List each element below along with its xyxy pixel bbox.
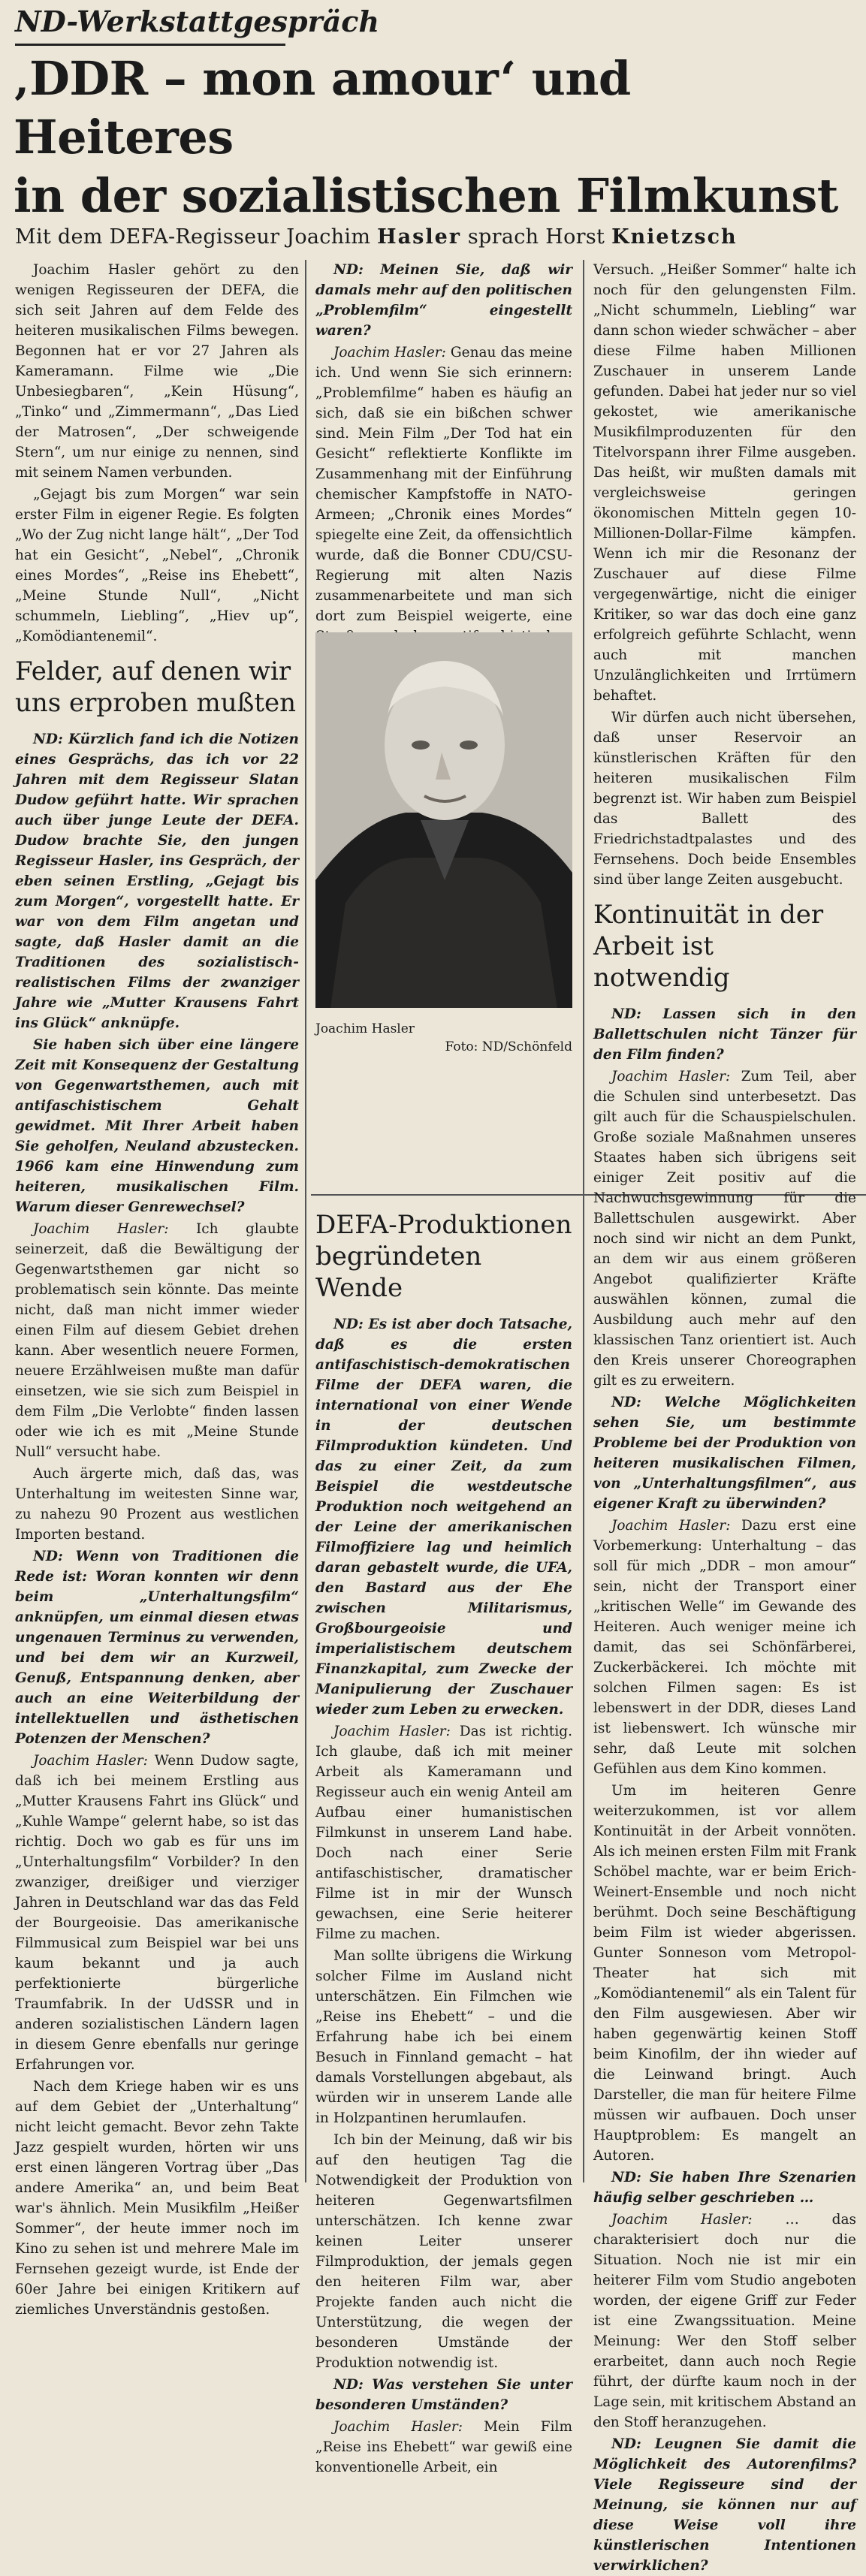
section-heading: Kontinuität in der Arbeit ist notwendig [593,900,824,993]
question: ND: Wenn von Traditionen die Rede ist: Woran konnten wir denn beim „Unterhaltungsfilm“ anknüpfen, um einmal diesen etwas ungenauen Terminus zu verwenden, und bei dem wir an Kurzweil, Genuß, Entspannung denken, aber auch an eine Weiterbildung der intellektuellen und ästhetischen Potenzen der Menschen? [15,1549,299,1747]
answer: Joachim Hasler: Zum Teil, aber die Schulen sind unterbesetzt. Das gilt auch für die Schauspielschulen. Große soziale Maßnahmen unseres Staates haben sich übrigens seit einiger Zeit positiv auf die Nachwuchsgewinnung für die Ballettschulen ausgewirkt. Aber noch sind wir nicht an dem Punkt, an dem wir aus einem größeren Angebot qualifizierter Kräfte auswählen können, zumal die Ausbildung auch mehr auf den klassischen Tanz orientiert ist. Auch den Kreis unserer Choreographen gilt es zu erweitern. [593,1069,856,1389]
question: ND: Meinen Sie, daß wir damals mehr auf den politischen „Problemfilm“ eingestellt waren? [315,262,572,339]
portrait-photo [315,632,572,1008]
column-2-bottom [315,1200,572,2475]
question: ND: Welche Möglichkeiten sehen Sie, um bestimmte Probleme bei der Produktion von heiteren musikalischen Filmen, von „Unterhaltungsfilmen“, aus eigener Kraft zu überwinden? [593,1395,856,1512]
column-2-top [315,260,572,625]
photo-caption-row [315,1021,572,1054]
headline-line-2: in der sozialistischen Filmkunst [14,168,838,223]
column-2-middle [315,1047,572,1188]
subline [15,225,856,249]
subline-prefix: Mit dem DEFA-Regisseur Joachim [15,225,371,249]
paragraph: Ich bin der Meinung, daß wir bis auf den heutigen Tag die Notwendigkeit der Produktion von heiteren Gegenwartsfilmen unterschätzen. Ich kenne zwar keinen Leiter unserer Filmproduktion, der jemals gegen den heiteren Film war, aber Projekte fanden auch nicht die Unterstützung, die wegen der besonderen Umstände der Produktion notwendig ist. [315,2132,572,2371]
column-3 [593,260,857,2574]
column-rule [305,260,306,2182]
column-rule [583,260,584,2182]
question: ND: Sie haben Ihre Szenarien häufig selber geschrieben … [593,2170,856,2206]
answer: Joachim Hasler: Dazu erst eine Vorbemerkung: Unterhaltung – das soll für mich „DDR – mon amour“ sein, nicht der Transport einer „kritischen Welle“ im Gewande des Heiteren. Auch weniger meine ich damit, das sei Schönfärberei, Zuckerbäckerei. Ich möchte mit solchen Filmen sagen: Es ist lebenswert in der DDR, dieses Land ist liebenswert. Ich wünsche mir sehr, daß Leute mit solchen Gefühlen aus dem Kino kommen. [593,1518,856,1777]
subline-mid: sprach Horst [467,225,605,249]
question: ND: Leugnen Sie damit die Möglichkeit des Autorenfilms? Viele Regisseure sind der Meinung, sie können nur auf diese Weise voll ihre künstlerischen Intentionen verwirklichen? [593,2436,856,2574]
answer: Joachim Hasler: … das charakterisiert doch nur die Situation. Noch nie ist mir ein heiterer Film vom Studio angeboten worden, der eigene Griff zur Feder ist eine Zwangssituation. Meine Meinung: Wer den Stoff selber erarbeitet, dann auch noch Regie führt, der dürfte kaum noch in der Lage sein, mit kritischem Abstand an den Stoff heranzugehen. [593,2212,857,2430]
section-heading: DEFA-Produktionen begründeten Wende [315,1210,572,1303]
portrait-image [315,632,572,1008]
answer: Joachim Hasler: Genau das meine ich. Und wenn Sie sich erinnern: „Problemfilme“ haben es häufig an sich, daß sie ein bißchen schwer sind. Mein Film „Der Tod hat ein Gesicht“ reflektierte Konflikte im Zusammenhang mit der Einführung chemischer Kampfstoffe in NATO-Armeen; „Chronik eines Mordes“ spiegelte eine Zeit, da offensichtlich wurde, daß die Bonner CDU/CSU-Regierung mit alten Nazis zusammenarbeitete und man sich dort zum Beispiel weigerte, eine [315,345,572,624]
kicker-rule [15,44,285,46]
paragraph: Joachim Hasler gehört zu den wenigen Regisseuren der DEFA, die sich seit Jahren auf dem Felde des heiteren musikalischen Films bewegen. Begonnen hat er vor 27 Jahren als Kameramann. Filme wie „Die Unbesiegbaren“, „Kein Hüsung“, „Tinko“ und „Zimmermann“, „Das Lied der Matrosen“, „Der schweigende Stern“, um nur einige zu nennen, sind mit seinem Namen verbunden. [15,262,299,481]
headline-line-1: ‚DDR – mon amour‘ und Heiteres [14,51,631,164]
paragraph [315,1047,572,1067]
question: Sie haben sich über eine längere Zeit mit Konsequenz der Gestaltung von Gegenwartsthemen, auch mit antifaschistischem Gehalt gewidmet. Mit Ihrer Arbeit haben Sie geholfen, Neuland abzustecken. 1966 kam eine Hinwendung zum heiteren, musikalischen Film. Warum dieser Genrewechsel? [15,1037,299,1215]
photo-credit: Foto: ND/Schönfeld [445,1039,572,1054]
paragraph: Um im heiteren Genre weiterzukommen, ist vor allem Kontinuität in der Arbeit vonnöten. Als ich meinen ersten Film mit Frank Schöbel machte, war er beim Erich-Weinert-Ensemble und noch nicht berühmt. Doch seine Beschäftigung beim Film ist wieder abgerissen. Gunter Sonneson vom Metropol-Theater hat sich mit „Komödiantenemil“ als ein Talent für den Film ausgewiesen. Aber wir haben gegenwärtig keinen Stoff beim Kinofilm, der ihn wieder auf die Leinwand bringt. Auch Darsteller, die man für heitere Filme müssen wir aufbauen. Doch unser Hauptproblem: Es mangelt an Autoren. [593,1783,856,2164]
headline [14,50,858,225]
photo-caption: Joachim Hasler [315,1021,415,1036]
paragraph: Auch ärgerte mich, daß das, was Unterhaltung im weitesten Sinne war, zu nahezu 90 Prozent aus westlichen Importen bestand. [15,1466,299,1543]
question: ND: Was verstehen Sie unter besonderen Umständen? [315,2377,572,2413]
question: ND: Kürzlich fand ich die Notizen eines Gesprächs, das ich vor 22 Jahren mit dem Regisseur Slatan Dudow geführt hatte. Wir sprachen auch über junge Leute der DEFA. Dudow brachte Sie, den jungen Regisseur Hasler, ins Gespräch, der eben seinen Erstling, „Gejagt bis zum Morgen“, vorgestellt hatte. Er war von dem Film angetan und sagte, daß Hasler damit an die Traditionen des sozialistisch-realistischen Films der zwanziger Jahre wie „Mutter Krausens Fahrt ins Glück“ anknüpfe. [15,731,299,1031]
kicker: ND-Werkstattgespräch [15,5,379,38]
answer: Joachim Hasler: Wenn Dudow sagte, daß ich bei meinem Erstling aus „Mutter Krausens Fahrt ins Glück“ und „Kuhle Wampe“ gelernt habe, so ist das richtig. Doch wo gab es für uns im „Unterhaltungsfilm“ Vorbilder? In den zwanziger, dreißiger und vierziger Jahren in Deutschland war das das Feld der Bourgeoisie. Das amerikanische Filmmusical zum Beispiel war bei uns kaum bekannt und ja auch perfektionierte bürgerliche Traumfabrik. In der UdSSR und in anderen sozialistischen Ländern lagen in diesem Genre ebenfalls nur geringe Erfahrungen vor. [15,1753,299,2073]
paragraph: Nach dem Kriege haben wir es uns auf dem Gebiet der „Unterhaltung“ nicht leicht gemacht. Bevor zehn Takte Jazz gespielt wurden, hörten wir uns erst einen längeren Vortrag über „Das andere Amerika“ an, und beim Beat war's ähnlich. Mein Musikfilm „Heißer Sommer“, der heute immer noch im Kino zu sehen ist und mehrere Male im Fernsehen gezeigt wurde, ist Ende der 60er Jahre bei einigen Kritikern auf ziemliches Unverständnis gestoßen. [15,2079,299,2318]
column-1 [15,260,299,2318]
subline-name-interviewee: Hasler [377,225,462,249]
answer: Joachim Hasler: Ich glaubte seinerzeit, daß die Bewältigung der Gegenwartsthemen gar nicht so problematisch sein könnte. Das meinte nicht, daß man nicht immer wieder einen Film auf diesem Gebiet drehen kann. Aber wesentlich neuere Formen, neuere Erzählweisen mußte man dafür einsetzen, wie sie sich zum Beispiel in dem Film „Die Verlobte“ finden lassen oder wie ich es mit „Meine Stunde Null“ versucht habe. [15,1221,299,1460]
answer: Joachim Hasler: Das ist richtig. Ich glaube, daß ich mit meiner Arbeit als Kameramann und Regisseur auch ein wenig Anteil am Aufbau einer humanistischen Filmkunst in unserem Land habe. Doch nach einer Serie antifaschistischer, dramatischer Filme ist in mir der Wunsch gewachsen, eine Serie heiterer Filme zu machen. [315,1724,572,1942]
paragraph: Wir dürfen auch nicht übersehen, daß unser Reservoir an künstlerischen Kräften für den heiteren musikalischen Film begrenzt ist. Wir haben zum Beispiel das Ballett des Friedrichstadtpalastes und des Fernsehens. Doch beide Ensembles sind über lange Zeiten ausgebucht. [593,710,856,888]
question: ND: Lassen sich in den Ballettschulen nicht Tänzer für den Film finden? [593,1006,856,1063]
subline-name-interviewer: Knietzsch [611,225,738,249]
question: ND: Es ist aber doch Tatsache, daß es die ersten antifaschistisch-demokratischen Filme der DEFA waren, die international von einer Wende in der deutschen Filmproduktion kündeten. Und das zu einer Zeit, da zum Beispiel die westdeutsche Produktion noch weitgehend an der Leine der amerikanischen Filmoffiziere lag und heimlich daran gebastelt wurde, die UFA, den Bastard aus der Ehe zwischen Militarismus, Großbourgeoisie und imperialistischem deutschem Finanzkapital, zum Zwecke der Manipulierung der Zuschauer wieder zum Leben zu erwecken. [315,1317,572,1718]
paragraph: „Gejagt bis zum Morgen“ war sein erster Film in eigener Regie. Es folgten „Wo der Zug nicht lange hält“, „Der Tod hat ein Gesicht“, „Nebel“, „Chronik eines Mordes“, „Reise ins Ehebett“, „Meine Stunde Null“, „Nicht schummeln, Liebling“, „Hiev up“, „Komödiantenemil“. [15,487,299,644]
paragraph: Versuch. „Heißer Sommer“ halte ich noch für den gelungensten Film. „Nicht schummeln, Liebling“ war dann schon wieder schwächer – aber diese Filme haben Millionen Zuschauer in unserem Lande gefunden. Dabei hat jeder nur so viel gekostet, wie amerikanische Musikfilmproduzenten für den Titelvorspann ihrer Filme ausgeben. Das heißt, wir mußten damals mit vergleichsweise geringen ökonomischen Mitteln gegen 10-Millionen-Dollar-Filme kämpfen. Wenn ich mir die Resonanz der Zuschauer auf diese Filme vergegenwärtige, nicht die einiger Kritiker, so war das doch eine ganz erfolgreich geführte Schlacht, wenn auch mit manchen Unzulänglichkeiten und Irrtümern behaftet. [593,262,856,704]
paragraph: Man sollte übrigens die Wirkung solcher Filme im Ausland nicht unterschätzen. Ein Filmchen wie „Reise ins Ehebett“ – und die Erfahrung habe ich bei einem Besuch in Finnland gemacht – hat damals Vorstellungen abgebaut, als würden wir in unserem Lande alle in Holzpantinen herumlaufen. [315,1948,572,2126]
answer: Joachim Hasler: Mein Film „Reise ins Ehebett“ war gewiß eine konventionelle Arbeit, ein [315,2419,572,2475]
section-heading: Felder, auf denen wir uns erproben mußten [15,656,297,718]
